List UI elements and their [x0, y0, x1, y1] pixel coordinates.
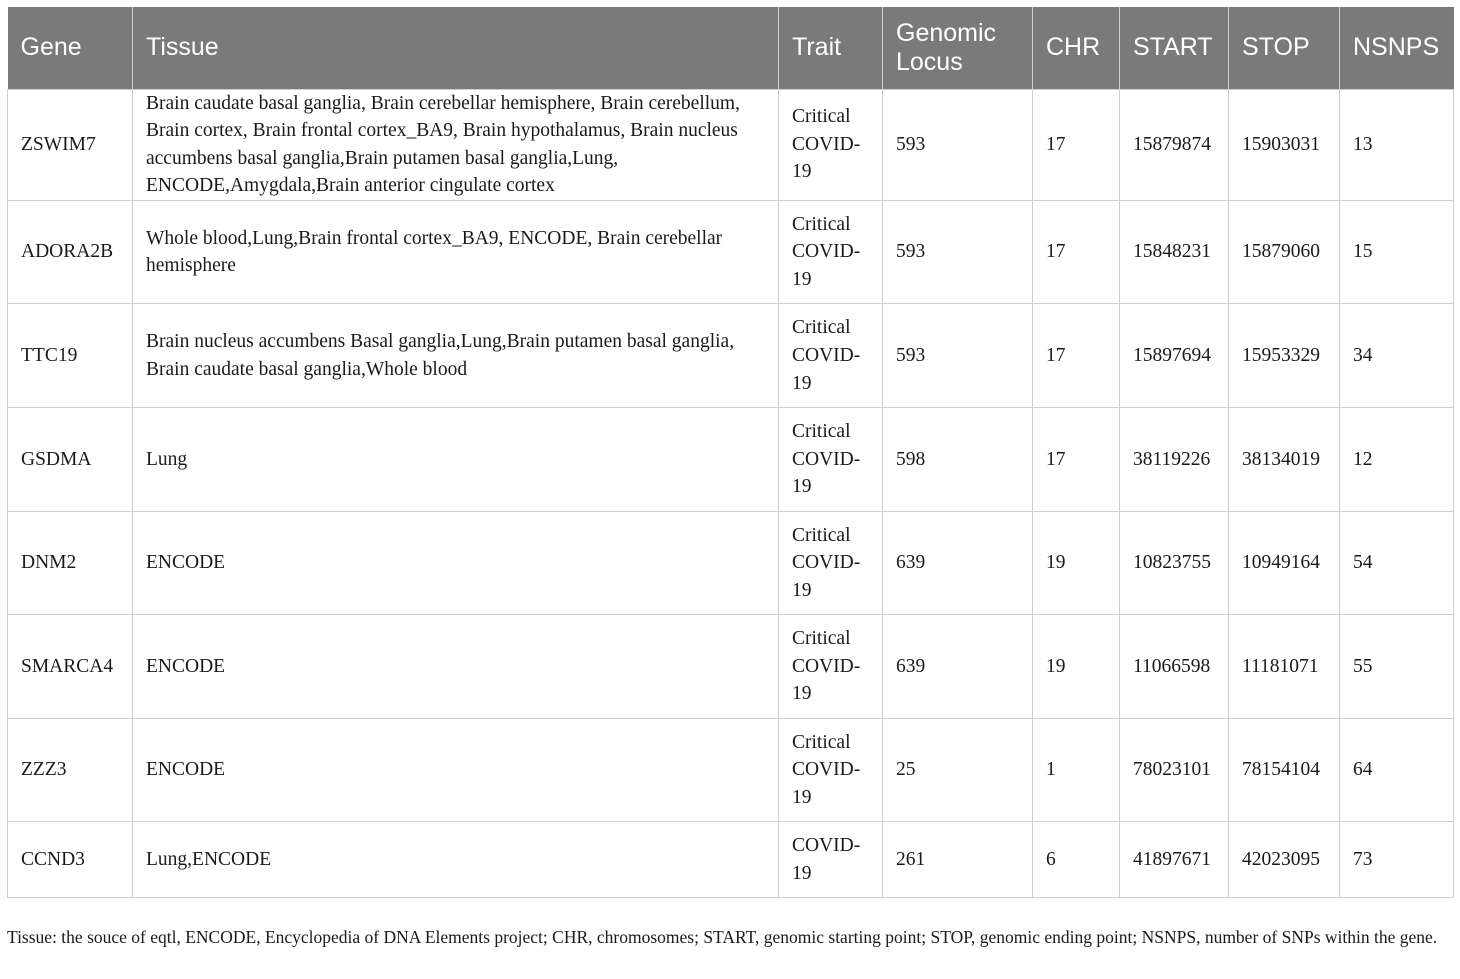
cell-start: 78023101	[1120, 718, 1229, 822]
cell-tissue: ENCODE	[133, 718, 779, 822]
header-trait: Trait	[779, 7, 883, 89]
table-row	[8, 408, 1454, 512]
cell-genomic-locus: 593	[883, 304, 1033, 408]
cell-trait: Critical COVID-19	[779, 718, 883, 822]
cell-gene: ADORA2B	[8, 200, 133, 304]
cell-stop: 38134019	[1229, 408, 1340, 512]
cell-chr: 6	[1033, 822, 1120, 898]
cell-tissue: Brain caudate basal ganglia, Brain cerebellar hemisphere, Brain cerebellum, Brain cortex, Brain frontal cortex_BA9, Brain hypothalamus, Brain nucleus accumbens basal ganglia,Brain putamen basal ganglia,Lung, ENCODE,Amygdala,Brain anterior cingulate cortex	[133, 89, 779, 200]
gene-table-container	[7, 7, 1453, 898]
cell-chr: 19	[1033, 615, 1120, 719]
cell-nsnps: 13	[1340, 89, 1454, 200]
cell-genomic-locus: 593	[883, 89, 1033, 200]
cell-nsnps: 54	[1340, 511, 1454, 615]
cell-nsnps: 64	[1340, 718, 1454, 822]
cell-nsnps: 34	[1340, 304, 1454, 408]
cell-genomic-locus: 25	[883, 718, 1033, 822]
cell-trait: Critical COVID-19	[779, 408, 883, 512]
cell-genomic-locus: 598	[883, 408, 1033, 512]
cell-trait: COVID-19	[779, 822, 883, 898]
cell-gene: DNM2	[8, 511, 133, 615]
cell-start: 41897671	[1120, 822, 1229, 898]
cell-start: 10823755	[1120, 511, 1229, 615]
cell-nsnps: 12	[1340, 408, 1454, 512]
cell-stop: 11181071	[1229, 615, 1340, 719]
table-footnote: Tissue: the souce of eqtl, ENCODE, Encyclopedia of DNA Elements project; CHR, chromosomes; START, genomic starting point; STOP, genomic ending point; NSNPS, number of SNPs within the gene.	[7, 927, 1438, 947]
header-genomic-locus: Genomic Locus	[883, 7, 1033, 89]
cell-tissue: ENCODE	[133, 511, 779, 615]
cell-stop: 15879060	[1229, 200, 1340, 304]
cell-start: 11066598	[1120, 615, 1229, 719]
cell-nsnps: 73	[1340, 822, 1454, 898]
cell-stop: 42023095	[1229, 822, 1340, 898]
table-row	[8, 89, 1454, 200]
header-stop: STOP	[1229, 7, 1340, 89]
cell-tissue: Lung,ENCODE	[133, 822, 779, 898]
cell-stop: 78154104	[1229, 718, 1340, 822]
cell-gene: SMARCA4	[8, 615, 133, 719]
cell-trait: Critical COVID-19	[779, 615, 883, 719]
cell-stop: 15903031	[1229, 89, 1340, 200]
cell-genomic-locus: 261	[883, 822, 1033, 898]
cell-nsnps: 55	[1340, 615, 1454, 719]
cell-chr: 1	[1033, 718, 1120, 822]
cell-tissue: ENCODE	[133, 615, 779, 719]
header-chr: CHR	[1033, 7, 1120, 89]
cell-stop: 10949164	[1229, 511, 1340, 615]
cell-start: 15897694	[1120, 304, 1229, 408]
table-header-row	[8, 7, 1454, 89]
cell-genomic-locus: 639	[883, 615, 1033, 719]
cell-genomic-locus: 593	[883, 200, 1033, 304]
table-row	[8, 718, 1454, 822]
cell-gene: CCND3	[8, 822, 133, 898]
table-row	[8, 615, 1454, 719]
cell-start: 38119226	[1120, 408, 1229, 512]
cell-chr: 17	[1033, 200, 1120, 304]
cell-gene: ZSWIM7	[8, 89, 133, 200]
cell-gene: ZZZ3	[8, 718, 133, 822]
cell-tissue: Brain nucleus accumbens Basal ganglia,Lung,Brain putamen basal ganglia, Brain caudate basal ganglia,Whole blood	[133, 304, 779, 408]
cell-tissue: Lung	[133, 408, 779, 512]
cell-chr: 17	[1033, 89, 1120, 200]
cell-gene: GSDMA	[8, 408, 133, 512]
table-row	[8, 304, 1454, 408]
table-row	[8, 511, 1454, 615]
cell-gene: TTC19	[8, 304, 133, 408]
header-tissue: Tissue	[133, 7, 779, 89]
cell-trait: Critical COVID-19	[779, 200, 883, 304]
cell-trait: Critical COVID-19	[779, 304, 883, 408]
cell-stop: 15953329	[1229, 304, 1340, 408]
header-gene: Gene	[20, 33, 82, 62]
table-row	[8, 822, 1454, 898]
cell-trait: Critical COVID-19	[779, 89, 883, 200]
gene-table	[7, 7, 1454, 898]
header-start: START	[1120, 7, 1229, 89]
table-row	[8, 200, 1454, 304]
cell-start: 15879874	[1120, 89, 1229, 200]
cell-genomic-locus: 639	[883, 511, 1033, 615]
cell-chr: 19	[1033, 511, 1120, 615]
cell-chr: 17	[1033, 304, 1120, 408]
cell-trait: Critical COVID-19	[779, 511, 883, 615]
cell-tissue: Whole blood,Lung,Brain frontal cortex_BA9, ENCODE, Brain cerebellar hemisphere	[133, 200, 779, 304]
cell-nsnps: 15	[1340, 200, 1454, 304]
cell-chr: 17	[1033, 408, 1120, 512]
cell-start: 15848231	[1120, 200, 1229, 304]
header-nsnps: NSNPS	[1340, 7, 1454, 89]
